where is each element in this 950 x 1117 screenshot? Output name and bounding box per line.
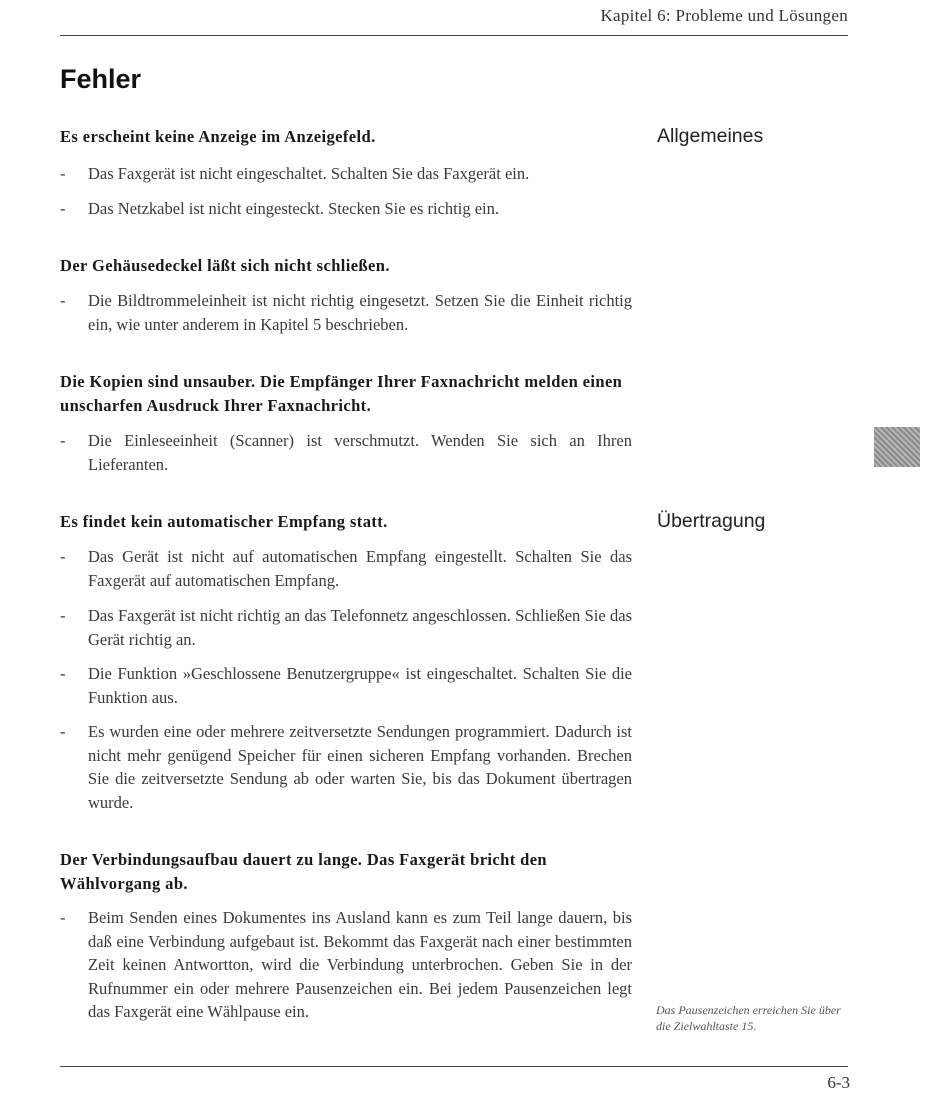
list-item (60, 162, 632, 186)
header-rule (60, 35, 848, 36)
list-item (60, 906, 632, 1024)
list-item-text: Die Funktion »Geschlossene Benutzergruppe« ist eingeschaltet. Schalten Sie die Funktion aus. (88, 664, 632, 707)
list-item-text: Es wurden eine oder mehrere zeitversetzte Sendungen programmiert. Dadurch ist nicht mehr genügend Speicher für einen sicheren Empfang vorhanden. Brechen Sie die zeitversetzte Sendung ab oder warten Sie, bis das Dokument übertragen wurde. (88, 722, 632, 812)
list-item-text: Das Faxgerät ist nicht eingeschaltet. Schalten Sie das Faxgerät ein. (88, 164, 530, 183)
chapter-tab-marker (874, 427, 920, 467)
bullet-dash: - (60, 431, 66, 450)
list-item (60, 545, 632, 592)
list-item-text: Beim Senden eines Dokumentes ins Ausland kann es zum Teil lange dauern, bis daß eine Verbindung aufgebaut ist. Bekommt das Faxgerät nach einer bestimmten Zeit keinen Antwortton, wird die Verbindung unterbrochen. Geben Sie in der Rufnummer ein oder mehrere Pausenzeichen ein. Bei jedem Pausenzeichen legt das Faxgerät eine Wählpause ein. (88, 908, 632, 1021)
section-question: Es findet kein automatischer Empfang statt. (60, 512, 388, 531)
list-item-text: Das Netzkabel ist nicht eingesteckt. Stecken Sie es richtig ein. (88, 199, 500, 218)
bullet-dash: - (60, 199, 66, 218)
side-label-transmission: Übertragung (657, 510, 766, 532)
bullet-dash: - (60, 164, 66, 183)
list-item (60, 604, 632, 651)
list-item-text: Das Faxgerät ist nicht richtig an das Telefonnetz angeschlossen. Schließen Sie das Gerät richtig an. (88, 606, 632, 649)
list-item (60, 197, 632, 221)
bullet-dash: - (60, 291, 66, 310)
bullet-dash: - (60, 664, 66, 683)
page-title: Fehler (60, 64, 142, 94)
section-question: Der Verbindungsaufbau dauert zu lange. Das Faxgerät bricht den Wählvorgang ab. (60, 850, 547, 893)
bullet-dash: - (60, 908, 66, 927)
section-question: Die Kopien sind unsauber. Die Empfänger Ihrer Faxnachricht melden einen unscharfen Ausdruck Ihrer Faxnachricht. (60, 372, 623, 415)
bullet-dash: - (60, 606, 66, 625)
list-item (60, 429, 632, 476)
list-item-text: Die Einleseeinheit (Scanner) ist verschmutzt. Wenden Sie sich an Ihren Lieferanten. (88, 431, 632, 474)
list-item (60, 720, 632, 814)
margin-note: Das Pausenzeichen erreichen Sie über die Zielwahltaste 15. (656, 1003, 841, 1033)
list-item-text: Die Bildtrommeleinheit ist nicht richtig eingesetzt. Setzen Sie die Einheit richtig ein, wie unter anderem in Kapitel 5 beschrieben. (88, 291, 632, 334)
bullet-dash: - (60, 547, 66, 566)
page-number: 6-3 (827, 1073, 850, 1092)
section-question: Der Gehäusedeckel läßt sich nicht schließen. (60, 256, 390, 275)
section-question: Es erscheint keine Anzeige im Anzeigefeld. (60, 127, 376, 146)
list-item (60, 289, 632, 336)
list-item (60, 662, 632, 709)
list-item-text: Das Gerät ist nicht auf automatischen Empfang eingestellt. Schalten Sie das Faxgerät auf automatischen Empfang. (88, 547, 632, 590)
side-label-general: Allgemeines (657, 125, 764, 147)
chapter-header: Kapitel 6: Probleme und Lösungen (600, 6, 848, 25)
footer-rule (60, 1066, 848, 1067)
bullet-dash: - (60, 722, 66, 741)
